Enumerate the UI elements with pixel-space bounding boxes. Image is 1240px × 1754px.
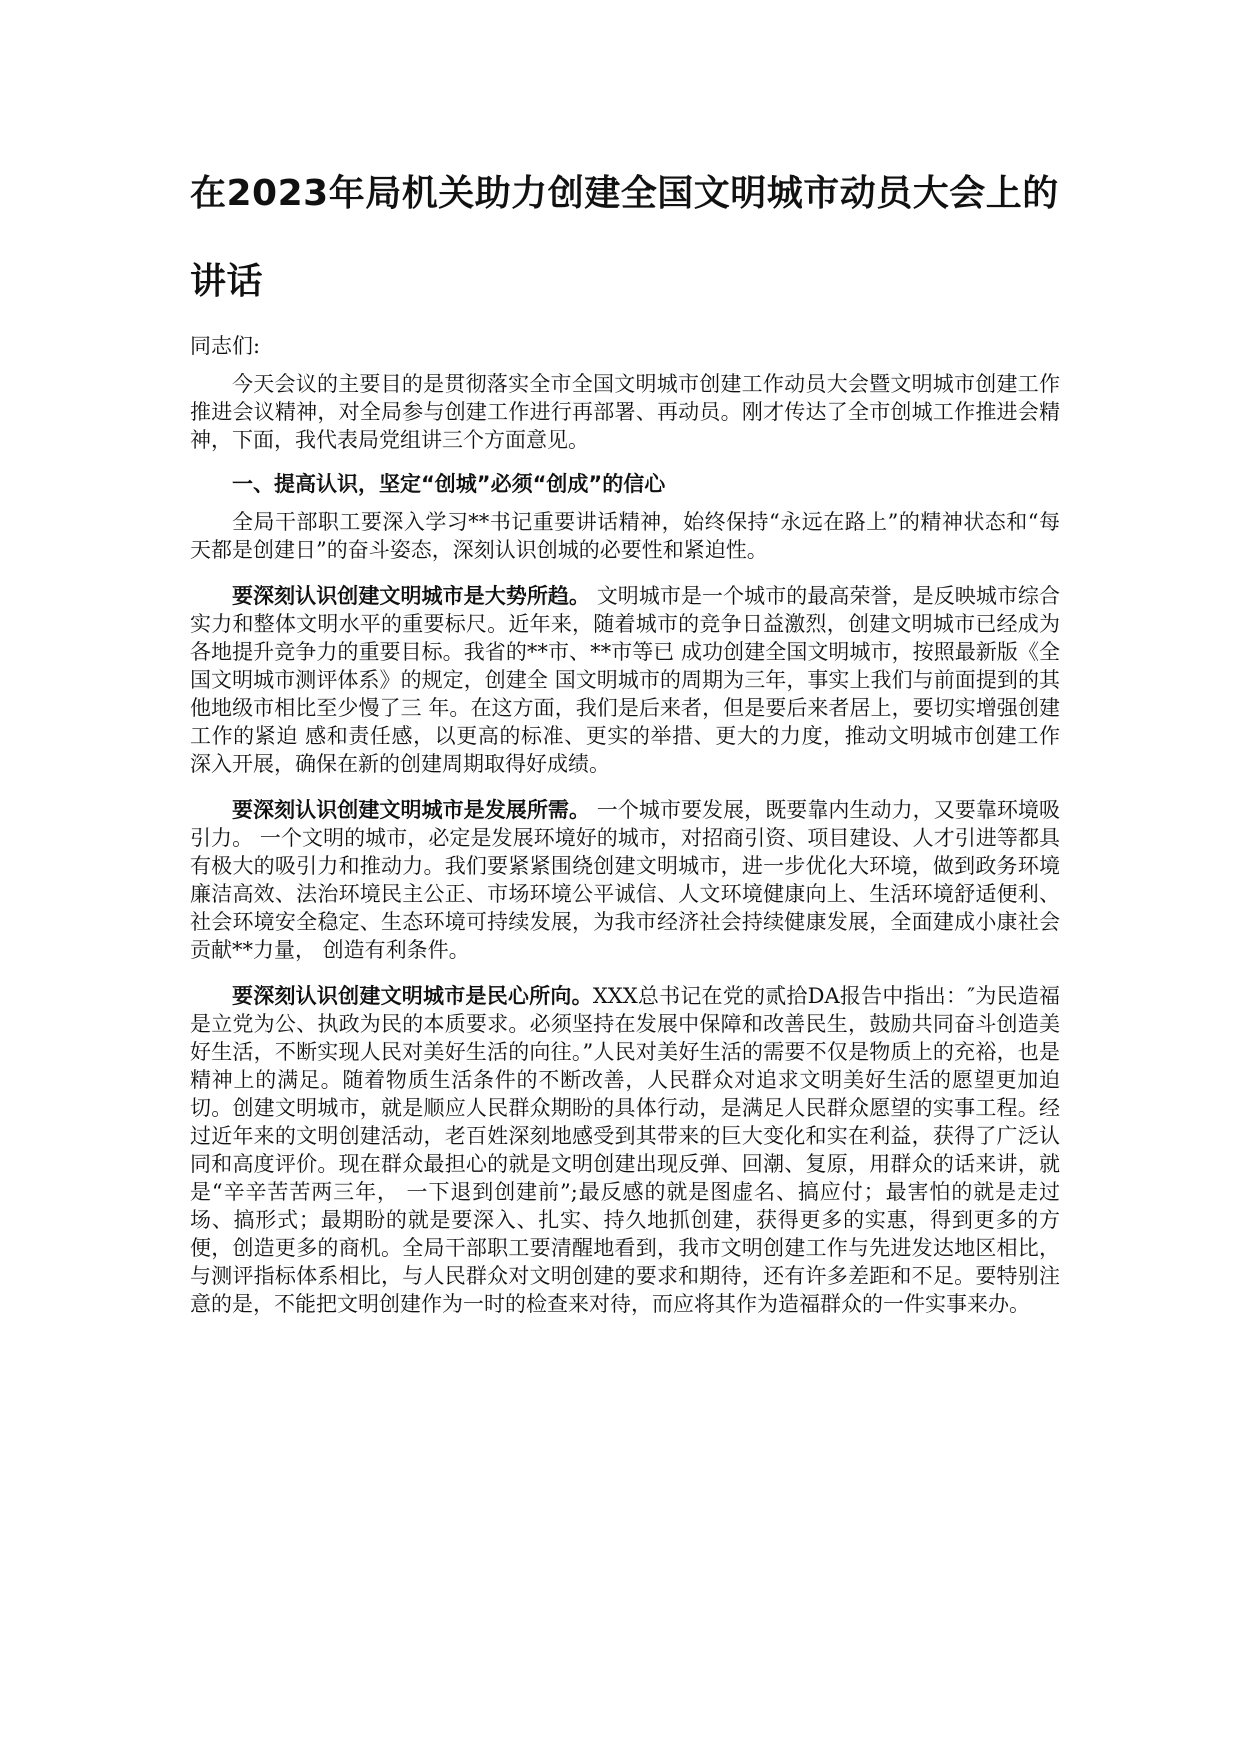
document-page	[190, 150, 1060, 1318]
document-title: 在2023年局机关助力创建全国文明城市动员大会上的讲话	[190, 173, 1059, 302]
paragraph-public-will	[190, 982, 1060, 1318]
section-heading-1: 一、提高认识，坚定“创城”必须“创成”的信心	[232, 472, 666, 496]
paragraph-lead: 要深刻认识创建文明城市是民心所向。	[232, 984, 593, 1008]
salutation: 同志们:	[190, 334, 261, 358]
paragraph-lead: 要深刻认识创建文明城市是发展所需。	[232, 798, 591, 822]
paragraph-lead: 要深刻认识创建文明城市是大势所趋。	[232, 584, 591, 608]
paragraph-body: 一个城市要发展，既要靠内生动力，又要靠环境吸引力。 一个文明的城市，必定是发展环境好的城市，对招商引资、项目建设、人才引进等都具有极大的吸引力和推动力。我们要紧紧围绕创建文明城市，进一步优化大环境，做到政务环境廉洁高效、法治环境民主公正、市场环境公平诚信、人文环境健康向上、生活环境舒适便利、社会环境安全稳定、生态环境可持续发展，为我市经济社会持续健康发展，全面建成小康社会贡献**力量， 创造有利条件。	[190, 798, 1060, 962]
paragraph-body: 文明城市是一个城市的最高荣誉，是反映城市综合实力和整体文明水平的重要标尺。近年来，随着城市的竞争日益激烈，创建文明城市已经成为各地提升竞争力的重要目标。我省的**市、**市等已 成功创建全国文明城市，按照最新版《全国文明城市测评体系》的规定，创建全 国文明城市的周期为三年，事实上我们与前面提到的其他地级市相比至少慢了三 年。在这方面，我们是后来者，但是要后来者居上，要切实增强创建工作的紧迫 感和责任感，以更高的标准、更实的举措、更大的力度，推动文明城市创建工作 深入开展，确保在新的创建周期取得好成绩。	[190, 584, 1060, 776]
paragraph-trend	[190, 582, 1060, 778]
paragraph-development	[190, 796, 1060, 964]
section1-intro-paragraph: 全局干部职工要深入学习**书记重要讲话精神，始终保持“永远在路上”的精神状态和“每天都是创建日”的奋斗姿态，深刻认识创城的必要性和紧迫性。	[190, 510, 1060, 562]
paragraph-body: XXX总书记在党的贰拾DA报告中指出：″为民造福是立党为公、执政为民的本质要求。必须坚持在发展中保障和改善民生，鼓励共同奋斗创造美好生活，不断实现人民对美好生活的向往。”人民对美好生活的需要不仅是物质上的充裕，也是精神上的满足。随着物质生活条件的不断改善，人民群众对追求文明美好生活的愿望更加迫切。创建文明城市，就是顺应人民群众期盼的具体行动，是满足人民群众愿望的实事工程。经过近年来的文明创建活动，老百姓深刻地感受到其带来的巨大变化和实在利益，获得了广泛认同和高度评价。现在群众最担心的就是文明创建出现反弹、回潮、复原，用群众的话来讲，就是“辛辛苦苦两三年， 一下退到创建前”;最反感的就是图虚名、搞应付；最害怕的就是走过场、搞形式；最期盼的就是要深入、扎实、持久地抓创建，获得更多的实惠，得到更多的方便，创造更多的商机。全局干部职工要清醒地看到，我市文明创建工作与先进发达地区相比，与测评指标体系相比，与人民群众对文明创建的要求和期待，还有许多差距和不足。要特别注意的是，不能把文明创建作为一时的检查来对待，而应将其作为造福群众的一件实事来办。	[190, 984, 1060, 1316]
intro-paragraph: 今天会议的主要目的是贯彻落实全市全国文明城市创建工作动员大会暨文明城市创建工作推进会议精神，对全局参与创建工作进行再部署、再动员。刚才传达了全市创城工作推进会精神，下面，我代表局党组讲三个方面意见。	[190, 372, 1060, 452]
